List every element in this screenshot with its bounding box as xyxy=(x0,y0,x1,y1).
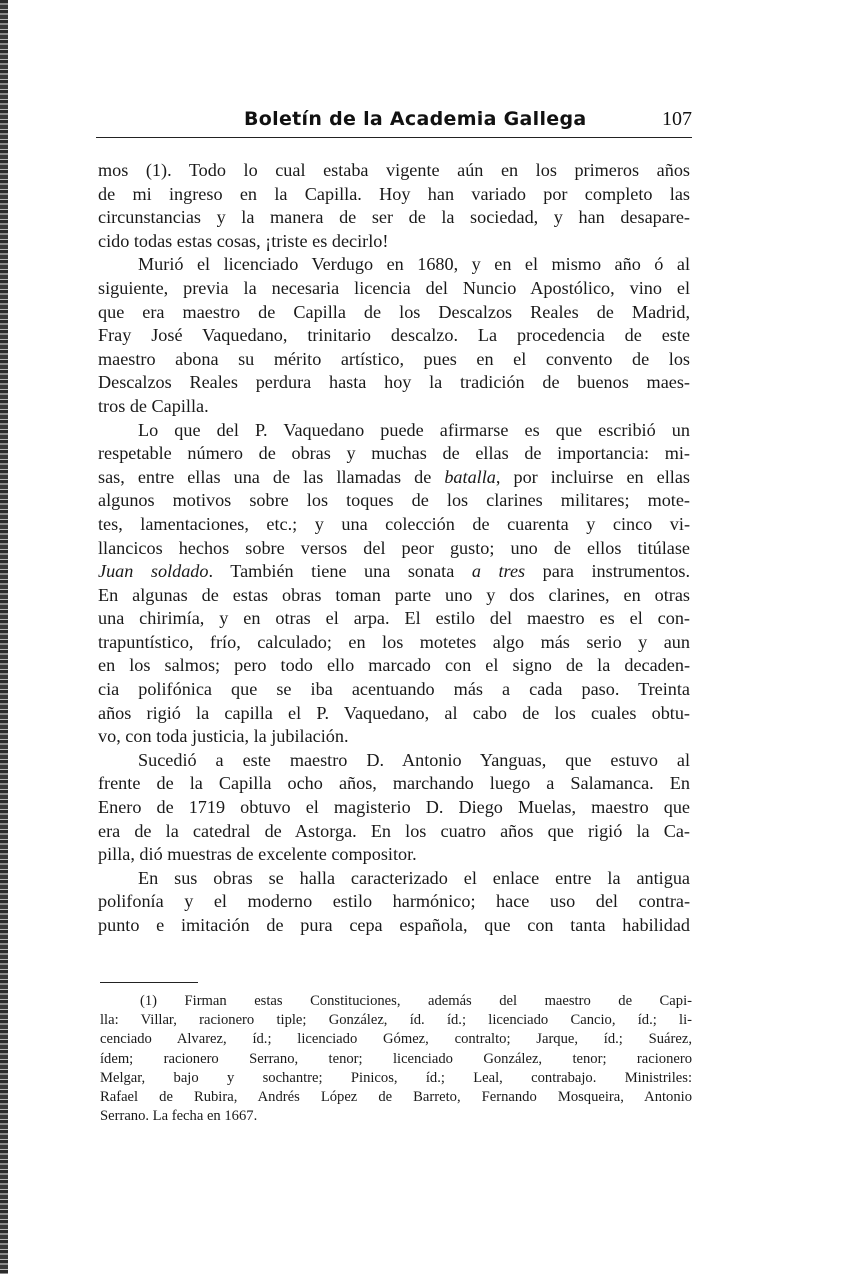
text-line xyxy=(98,560,690,584)
italic-term: batalla xyxy=(444,466,496,487)
text-line xyxy=(98,466,690,490)
footnote-rule xyxy=(100,982,198,983)
text-line: Murió el licenciado Verdugo en 1680, y en el mismo año ó al xyxy=(138,254,690,275)
text-line: de mi ingreso en la Capilla. Hoy han variado por completo las xyxy=(98,183,690,204)
text-line: tes, lamentaciones, etc.; y una colección de cuarenta y cinco vi- xyxy=(98,513,690,534)
footnote-line: lla: Villar, racionero tiple; González, íd. íd.; licenciado Cancio, íd.; li- xyxy=(100,1012,692,1029)
text-line: respetable número de obras y muchas de ellas de importancia: mi- xyxy=(98,443,690,464)
footnote-line: Rafael de Rubira, Andrés López de Barreto, Fernando Mosqueira, Antonio xyxy=(100,1088,692,1105)
text-line: Sucedió a este maestro D. Antonio Yanguas, que estuvo al xyxy=(138,749,690,770)
text-run: , por incluirse en ellas xyxy=(495,466,691,487)
page-number: 107 xyxy=(662,108,692,130)
running-head xyxy=(96,104,692,140)
text-line: trapuntístico, frío, calculado; en los motetes algo más serio y aun xyxy=(98,631,690,652)
text-run: sas, entre ellas una de las llamadas de xyxy=(98,466,445,487)
text-line: Enero de 1719 obtuvo el magisterio D. Diego Muelas, maestro que xyxy=(98,797,690,818)
text-line: cia polifónica que se iba acentuando más a cada paso. Treinta xyxy=(98,679,690,700)
text-line: siguiente, previa la necesaria licencia del Nuncio Apostólico, vino el xyxy=(98,277,690,298)
footnote-line: Serrano. La fecha en 1667. xyxy=(100,1108,258,1125)
text-line: vo, con toda justicia, la jubilación. xyxy=(98,726,349,747)
paragraph-4 xyxy=(98,749,690,867)
header-rule xyxy=(96,137,692,138)
footnote-line: Melgar, bajo y sochantre; Pinicos, íd.; Leal, contrabajo. Ministriles: xyxy=(100,1069,692,1086)
body-text xyxy=(98,159,690,938)
text-run: para instrumentos. xyxy=(525,561,690,582)
text-line: algunos motivos sobre los toques de los clarines militares; mote- xyxy=(98,490,690,511)
paragraph-3 xyxy=(98,419,690,749)
text-line: Fray José Vaquedano, trinitario descalzo. La procedencia de este xyxy=(98,325,690,346)
footnote-line: cenciado Alvarez, íd.; licenciado Gómez, contralto; Jarque, íd.; Suárez, xyxy=(100,1031,692,1048)
text-line: pilla, dió muestras de excelente compositor. xyxy=(98,844,417,865)
text-line: frente de la Capilla ocho años, marchando luego a Salamanca. En xyxy=(98,773,690,794)
text-line: maestro abona su mérito artístico, pues en el convento de los xyxy=(98,348,690,369)
text-line: punto e imitación de pura cepa española, que con tanta habilidad xyxy=(98,915,690,935)
text-line: En sus obras se halla caracterizado el enlace entre la antigua xyxy=(138,867,690,888)
text-line: era de la catedral de Astorga. En los cuatro años que rigió la Ca- xyxy=(98,820,690,841)
text-line: mos (1). Todo lo cual estaba vigente aún en los primeros años xyxy=(98,160,690,180)
italic-term: a tres xyxy=(471,561,526,582)
paragraph-5 xyxy=(98,867,690,938)
book-spine-edge xyxy=(0,0,8,1274)
paragraph-2 xyxy=(98,253,690,418)
text-line: que era maestro de Capilla de los Descalzos Reales de Madrid, xyxy=(98,301,690,322)
text-line: polifonía y el moderno estilo harmónico; hace uso del contra- xyxy=(98,891,690,912)
text-line: una chirimía, y en otras el arpa. El estilo del maestro es el con- xyxy=(98,608,690,629)
footnote-line: ídem; racionero Serrano, tenor; licenciado González, tenor; racionero xyxy=(100,1050,692,1067)
text-line: En algunas de estas obras toman parte uno y dos clarines, en otras xyxy=(98,584,690,605)
text-line: cido todas estas cosas, ¡triste es decirlo! xyxy=(98,230,389,251)
text-run: . También tiene una sonata xyxy=(208,561,472,582)
text-line: tros de Capilla. xyxy=(98,395,209,416)
footnote-line: (1) Firman estas Constituciones, además del maestro de Capi- xyxy=(140,993,692,1009)
footnote xyxy=(100,992,692,1126)
italic-term: Juan soldado xyxy=(98,561,209,582)
text-line: en los salmos; pero todo ello marcado con el signo de la decaden- xyxy=(98,655,690,676)
text-line: Descalzos Reales perdura hasta hoy la tradición de buenos maes- xyxy=(98,372,690,393)
text-line: circunstancias y la manera de ser de la sociedad, y han desapare- xyxy=(98,207,690,228)
journal-title: Boletín de la Academia Gallega xyxy=(244,108,587,130)
text-line: llancicos hechos sobre versos del peor gusto; uno de ellos titúlase xyxy=(98,537,690,558)
text-line: años rigió la capilla el P. Vaquedano, al cabo de los cuales obtu- xyxy=(98,702,690,723)
paragraph-1 xyxy=(98,159,690,253)
text-line: Lo que del P. Vaquedano puede afirmarse es que escribió un xyxy=(138,419,690,440)
